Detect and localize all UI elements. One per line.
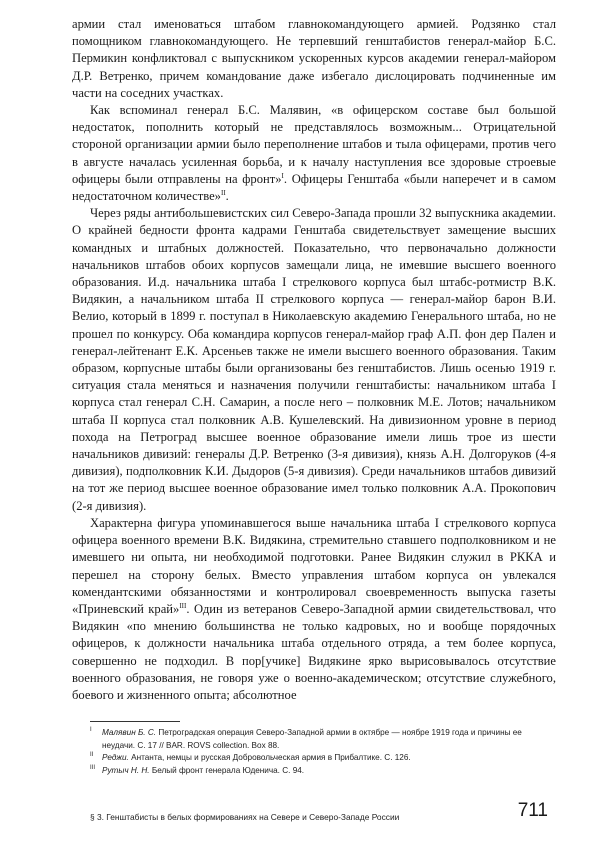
footnote-ref-3[interactable]: III (179, 601, 187, 610)
footnote-item (90, 765, 548, 778)
paragraph-2-text-a: Как вспоминал генерал Б.С. Малявин, «в офицерском составе был большой недостаток, пополнить который не представлялось возможным... Отрицательной стороной организации армии было переполнение штабов и тыла офицерами, против чего в августе началась усиленная борьба, и к началу наступления все здоровые строевые офицеры были отправлены на фронт» (72, 103, 556, 186)
page-number: 711 (517, 800, 548, 821)
main-text (72, 16, 556, 704)
footnotes (90, 727, 548, 777)
footnote-text: Антанта, немцы и русская Добровольческая армия в Прибалтике. С. 126. (128, 753, 411, 763)
paragraph-1: армии стал именоваться штабом главнокомандующего армией. Родзянко стал помощником главнокомандующего. Не терпевший генштабистов генерал-майор Б.С. Пермикин конфликтовал с выпускником ускоренных курсов академии генерал-майором Д.Р. Ветренко, причем командование даже избегало дислоцировать подчиненные им части на соседних участках. (72, 17, 556, 100)
footnote-text: Петроградская операция Северо-Западной армии в октябре — ноябре 1919 года и причины ее неудачи. С. 17 // BAR. ROVS collection. Box 88. (102, 728, 522, 750)
paragraph-4-text-b: . Один из ветеранов Северо-Западной армии свидетельствовал, что Видякин «по мнению большинства не только кадровых, но и вообще порядочных офицеров, к должности начальника штаба отдельного отряда, а тем более корпуса, совершенно не подходил. В пор[учике] Видякине ярко вырисовывалось отсутствие военного образования, не говоря уже о военно-академическом; отсутствие служебного, боевого и жизненного опыта; абсолютное (72, 601, 556, 702)
footnote-item (90, 752, 548, 765)
running-footer: § 3. Генштабисты в белых формированиях на Севере и Северо-Западе России (90, 812, 400, 822)
footnote-mark: III (90, 764, 96, 771)
paragraph-2-text-b: . Офицеры Генштаба «были наперечет и в самом недостаточном количестве» (72, 171, 556, 204)
footnote-mark: II (90, 752, 94, 759)
footnote-ref-2[interactable]: II (220, 188, 226, 197)
paragraph-4-text-a: Характерна фигура упоминавшегося выше начальника штаба I стрелкового корпуса офицера военного времени В.К. Видякина, стремительно ставшего подполковником и не имевшего ни опыта, ни необходимой подготовки. Ранее Видякин служил в РККА и перешел на сторону белых. Вместо управления штабом корпуса он увлекался комендантскими обязанностями и контролировал своевременность выпуска газеты «Приневский край» (72, 515, 556, 616)
footnote-author: Малявин Б. С. (102, 728, 157, 737)
paragraph-2-text-c: . (225, 189, 229, 204)
paragraph-3: Через ряды антибольшевистских сил Северо-Запада прошли 32 выпускника академии. О крайней бедности фронта кадрами Генштаба свидетельствует замещение высших командных и штабных должностей. Показательно, что первоначально должности начальников штабов обоих корпусов замещали лица, не имевшие высшего военного образования. И.д. начальника штаба I стрелкового корпуса был штабс-ротмистр В.К. Видякин, а начальником штаба II стрелкового корпуса — генерал-майор барон В.И. Велио, который в 1899 г. поступал в Николаевскую академию Генерального штаба, но не прошел по конкурсу. Оба командира корпусов генерал-майор граф А.П. фон дер Пален и генерал-лейтенант Е.К. Арсеньев также не имели высшего военного образования. Таким образом, корпусные штабы были организованы без генштабистов. Лишь осенью 1919 г. ситуация стала меняться и назначения получили генштабисты: начальником штаба I корпуса стал генерал С.Н. Самарин, а после него – полковник М.Е. Лотов; начальником штаба II корпуса стал полковник А.В. Кушелевский. На дивизионном уровне в период похода на Петроград высшее военное образование имели лишь трое из шести начальников дивизий: генералы Д.Р. Ветренко (3-я дивизия), князь А.Н. Долгоруков (4-я дивизия), подполковник К.И. Дыдоров (5-я дивизия). Среди начальников штабов дивизий на тот же период высшее военное образование имел только полковник А.А. Прокопович (2-я дивизия). (72, 206, 556, 513)
footnote-ref-1[interactable]: I (281, 171, 284, 180)
paragraph-4 (72, 515, 556, 704)
footnote-author: Реджи. (102, 753, 129, 763)
footnote-mark: I (90, 727, 92, 733)
footnote-text: Белый фронт генерала Юденича. С. 94. (149, 765, 305, 775)
paragraph-2 (72, 102, 556, 205)
footnote-divider (90, 721, 180, 722)
footnote-author: Рутыч Н. Н. (102, 765, 150, 775)
footnote-item (90, 727, 548, 752)
